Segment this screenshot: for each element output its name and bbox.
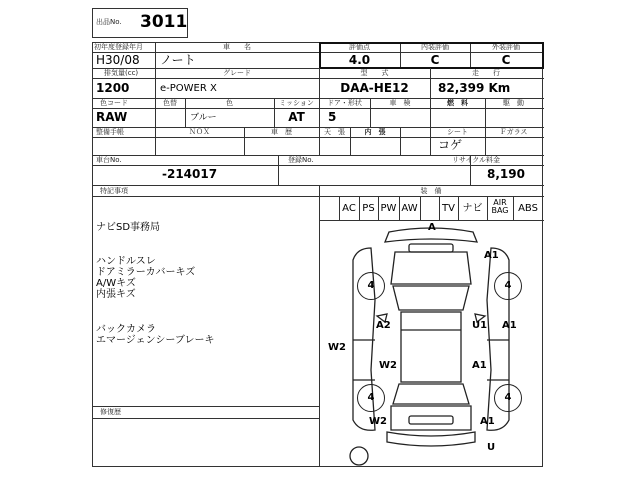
model-value: DAA-HE12: [340, 81, 409, 95]
transmission-value: AT: [288, 110, 305, 124]
damage-mark: W2: [369, 416, 387, 427]
car-diagram: [319, 220, 543, 467]
score-label: 評価点: [349, 43, 370, 51]
exterior-value: C: [501, 53, 511, 67]
notes-line-interior: 内張キズ: [96, 289, 136, 300]
color-code-label: 色コード: [100, 99, 128, 107]
exterior-label: 外装評価: [492, 43, 520, 51]
recycle-label: リサイクル料金: [452, 156, 501, 164]
year-value: H30/08: [96, 53, 140, 67]
damage-mark: A1: [484, 250, 499, 261]
inner-label: 内 張: [364, 128, 386, 136]
equipment-item: TV: [442, 203, 455, 214]
car-name-label: 車 名: [223, 43, 251, 51]
recycle-value: 8,190: [487, 167, 525, 181]
equipment-item: ABS: [518, 203, 538, 214]
lot-number: 3011: [140, 12, 188, 32]
color-code-value: RAW: [96, 110, 128, 124]
notes-label: 特記事項: [100, 187, 128, 195]
registration-label: 登録No.: [288, 156, 314, 164]
color-label: 色: [226, 99, 233, 107]
model-label: 型 式: [360, 69, 389, 77]
glass-label: Ｆガラス: [499, 128, 528, 136]
interior-value: C: [430, 53, 440, 67]
manual-label: 整備手帳: [96, 128, 124, 136]
auction-sheet: [92, 8, 544, 468]
grade-label: グレード: [223, 69, 251, 77]
damage-mark: W2: [328, 342, 346, 353]
nox-label: ＮＯＸ: [189, 128, 210, 136]
transmission-label: ミッション: [279, 99, 314, 107]
damage-mark: U1: [472, 320, 488, 331]
mileage-label: 走 行: [472, 69, 500, 77]
notes-line-mirror: ドアミラーカバーキズ: [96, 267, 196, 278]
fuel-label: 燃 料: [447, 99, 468, 107]
notes-line-brake: エマージェンシーブレーキ: [96, 335, 215, 346]
chassis-value: -214017: [162, 167, 218, 181]
equipment-item: PW: [380, 203, 397, 214]
notes-line-navi: ナビSD事務局: [96, 222, 161, 233]
damage-circle-mark: 4: [357, 272, 385, 300]
year-label: 初年度登録年月: [94, 43, 143, 51]
equipment-item: AC: [342, 203, 356, 214]
damage-mark: A1: [502, 320, 517, 331]
damage-mark: A2: [376, 320, 391, 331]
doors-label: ドア・形状: [327, 99, 362, 107]
lot-label: 出品No.: [96, 18, 122, 26]
cc-value: 1200: [96, 81, 130, 95]
history-label: 車 歴: [271, 128, 292, 136]
notes-line-camera: バックカメラ: [96, 324, 156, 335]
chassis-label: 車台No.: [96, 156, 122, 164]
drive-label: 駆 動: [503, 99, 524, 107]
car-name-value: ノート: [160, 53, 196, 67]
equipment-label: 装 備: [420, 187, 442, 195]
roof-label: 天 張: [324, 128, 345, 136]
damage-circle-mark: 4: [494, 384, 522, 412]
inspection-label: 車 検: [389, 99, 411, 107]
damage-circle-mark: 4: [494, 272, 522, 300]
color-sys-value: ブルー: [190, 113, 217, 123]
damage-mark: A1: [472, 360, 487, 371]
equipment-item: AW: [401, 203, 418, 214]
damage-circle-mark: 4: [357, 384, 385, 412]
repair-history-label: 修復歴: [100, 408, 121, 416]
equipment-item: PS: [362, 203, 375, 214]
seat-label: シート: [447, 128, 468, 136]
color-sys-label: 色替: [163, 99, 177, 107]
cc-label: 排気量(cc): [104, 69, 139, 77]
grade-value: e-POWER X: [160, 83, 217, 94]
equipment-item: ナビ: [462, 203, 483, 214]
equipment-item: AIR BAG: [491, 198, 509, 215]
interior-label: 内装評価: [421, 43, 449, 51]
seat-value: コゲ: [438, 138, 463, 152]
notes-line-handle: ハンドルスレ: [96, 256, 156, 267]
damage-mark: U: [487, 442, 496, 453]
notes-line-aw: A/Wキズ: [96, 278, 136, 289]
damage-mark: A: [428, 222, 436, 233]
doors-value: 5: [328, 110, 337, 124]
score-value: 4.0: [348, 53, 371, 67]
damage-mark: W2: [379, 360, 397, 371]
damage-mark: A1: [480, 416, 495, 427]
mileage-value: 82,399 Km: [438, 81, 511, 95]
